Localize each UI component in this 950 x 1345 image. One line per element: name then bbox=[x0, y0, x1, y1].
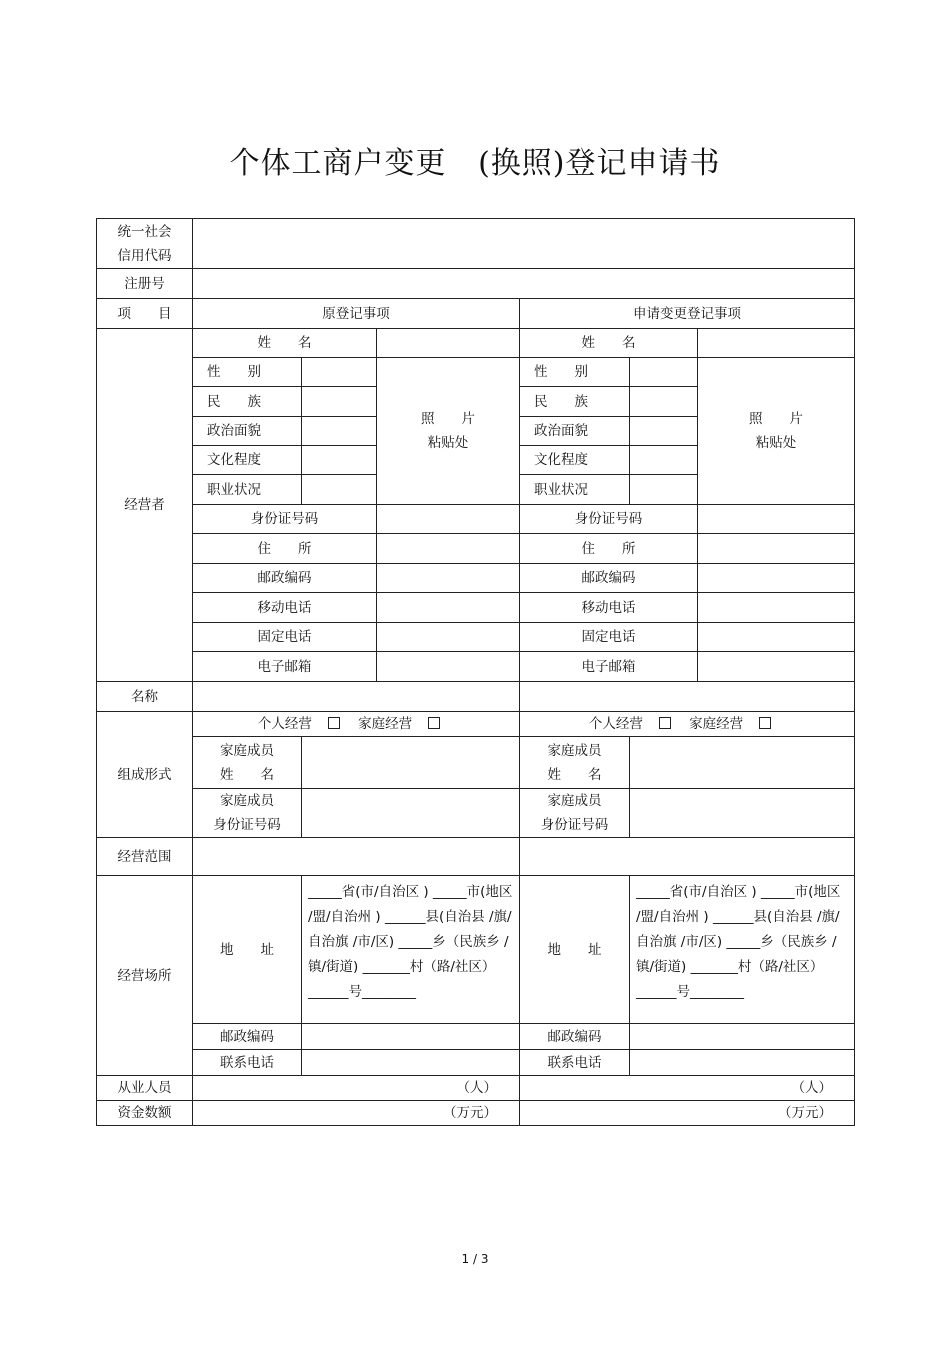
staff-field-changed[interactable]: （人） bbox=[520, 1076, 855, 1101]
education-label-changed: 文化程度 bbox=[520, 446, 630, 475]
education-field-changed[interactable] bbox=[630, 446, 698, 475]
postcode-field-original[interactable] bbox=[377, 564, 520, 593]
address-field-changed[interactable]: _____省(市/自治区 ) _____市(地区 /盟/自治州 ) ______县(自治县 /旗/自治旗 /市/区) _____乡（民族乡 /镇/街道) _______村（路/社区）______号________ bbox=[630, 876, 855, 1024]
application-form-table bbox=[96, 218, 855, 1126]
postcode-field-changed[interactable] bbox=[698, 564, 855, 593]
member-name-field-original[interactable] bbox=[302, 737, 520, 789]
composition-options-changed: 个人经营 家庭经营 bbox=[520, 712, 855, 737]
postcode-label-changed: 邮政编码 bbox=[520, 564, 698, 593]
operator-name-field-original[interactable] bbox=[377, 329, 520, 358]
premises-phone-label-changed: 联系电话 bbox=[520, 1050, 630, 1076]
ethnicity-field-original[interactable] bbox=[302, 387, 377, 417]
member-id-field-original[interactable] bbox=[302, 789, 520, 838]
address-field-original[interactable]: _____省(市/自治区 ) _____市(地区 /盟/自治州 ) ______县(自治县 /旗/自治旗 /市/区) _____乡（民族乡 /镇/街道) _______村（路/社区）______号________ bbox=[302, 876, 520, 1024]
operator-name-label-changed: 姓 名 bbox=[520, 329, 698, 358]
page-title: 个体工商户变更 (换照)登记申请书 bbox=[229, 146, 721, 181]
education-field-original[interactable] bbox=[302, 446, 377, 475]
landline-label-changed: 固定电话 bbox=[520, 623, 698, 652]
residence-field-changed[interactable] bbox=[698, 534, 855, 564]
scope-field-changed[interactable] bbox=[520, 838, 855, 876]
staff-field-original[interactable]: （人） bbox=[193, 1076, 520, 1101]
address-label-changed: 地 址 bbox=[520, 876, 630, 1024]
premises-section-label: 经营场所 bbox=[97, 876, 193, 1076]
ethnicity-label: 民 族 bbox=[193, 387, 302, 417]
reg-no-field[interactable] bbox=[193, 269, 855, 299]
postcode-label: 邮政编码 bbox=[193, 564, 377, 593]
political-label-changed: 政治面貌 bbox=[520, 417, 630, 446]
changed-items-header: 申请变更登记事项 bbox=[520, 299, 855, 329]
employment-label: 职业状况 bbox=[193, 475, 302, 505]
member-id-field-changed[interactable] bbox=[630, 789, 855, 838]
ethnicity-label-changed: 民 族 bbox=[520, 387, 630, 417]
education-label: 文化程度 bbox=[193, 446, 302, 475]
gender-field-changed[interactable] bbox=[630, 358, 698, 387]
id-number-label: 身份证号码 bbox=[193, 505, 377, 534]
id-number-field-original[interactable] bbox=[377, 505, 520, 534]
member-name-label: 家庭成员 姓 名 bbox=[193, 737, 302, 789]
member-id-label: 家庭成员 身份证号码 bbox=[193, 789, 302, 838]
email-label-changed: 电子邮箱 bbox=[520, 652, 698, 682]
staff-label: 从业人员 bbox=[97, 1076, 193, 1101]
scope-field-original[interactable] bbox=[193, 838, 520, 876]
composition-options-original: 个人经营 家庭经营 bbox=[193, 712, 520, 737]
business-name-label: 名称 bbox=[97, 682, 193, 712]
mobile-field-original[interactable] bbox=[377, 593, 520, 623]
page-number: 1 / 3 bbox=[461, 1252, 489, 1266]
operator-name-field-changed[interactable] bbox=[698, 329, 855, 358]
mobile-label: 移动电话 bbox=[193, 593, 377, 623]
premises-phone-label: 联系电话 bbox=[193, 1050, 302, 1076]
operator-section-label: 经营者 bbox=[97, 329, 193, 682]
gender-field-original[interactable] bbox=[302, 358, 377, 387]
mobile-field-changed[interactable] bbox=[698, 593, 855, 623]
scope-label: 经营范围 bbox=[97, 838, 193, 876]
premises-phone-field-original[interactable] bbox=[302, 1050, 520, 1076]
political-field-changed[interactable] bbox=[630, 417, 698, 446]
gender-label: 性 别 bbox=[193, 358, 302, 387]
premises-postcode-field-changed[interactable] bbox=[630, 1024, 855, 1050]
residence-label: 住 所 bbox=[193, 534, 377, 564]
political-field-original[interactable] bbox=[302, 417, 377, 446]
landline-field-changed[interactable] bbox=[698, 623, 855, 652]
photo-area-changed[interactable]: 照 片 粘贴处 bbox=[698, 358, 855, 505]
personal-checkbox-changed[interactable] bbox=[659, 717, 671, 729]
member-name-field-changed[interactable] bbox=[630, 737, 855, 789]
address-label-original: 地 址 bbox=[193, 876, 302, 1024]
capital-label: 资金数额 bbox=[97, 1101, 193, 1126]
family-checkbox-changed[interactable] bbox=[759, 717, 771, 729]
credit-code-field[interactable] bbox=[193, 219, 855, 269]
email-label: 电子邮箱 bbox=[193, 652, 377, 682]
family-checkbox-original[interactable] bbox=[428, 717, 440, 729]
employment-field-original[interactable] bbox=[302, 475, 377, 505]
id-number-label-changed: 身份证号码 bbox=[520, 505, 698, 534]
business-name-field-original[interactable] bbox=[193, 682, 520, 712]
personal-checkbox-original[interactable] bbox=[328, 717, 340, 729]
reg-no-label: 注册号 bbox=[97, 269, 193, 299]
capital-field-changed[interactable]: （万元） bbox=[520, 1101, 855, 1126]
credit-code-label: 统一社会 信用代码 bbox=[97, 219, 193, 269]
id-number-field-changed[interactable] bbox=[698, 505, 855, 534]
residence-label-changed: 住 所 bbox=[520, 534, 698, 564]
business-name-field-changed[interactable] bbox=[520, 682, 855, 712]
employment-label-changed: 职业状况 bbox=[520, 475, 630, 505]
original-items-header: 原登记事项 bbox=[193, 299, 520, 329]
composition-section-label: 组成形式 bbox=[97, 712, 193, 838]
item-header: 项 目 bbox=[97, 299, 193, 329]
residence-field-original[interactable] bbox=[377, 534, 520, 564]
photo-area-original[interactable]: 照 片 粘贴处 bbox=[377, 358, 520, 505]
member-name-label-changed: 家庭成员 姓 名 bbox=[520, 737, 630, 789]
premises-phone-field-changed[interactable] bbox=[630, 1050, 855, 1076]
employment-field-changed[interactable] bbox=[630, 475, 698, 505]
email-field-changed[interactable] bbox=[698, 652, 855, 682]
premises-postcode-label: 邮政编码 bbox=[193, 1024, 302, 1050]
member-id-label-changed: 家庭成员 身份证号码 bbox=[520, 789, 630, 838]
email-field-original[interactable] bbox=[377, 652, 520, 682]
premises-postcode-label-changed: 邮政编码 bbox=[520, 1024, 630, 1050]
landline-label: 固定电话 bbox=[193, 623, 377, 652]
capital-field-original[interactable]: （万元） bbox=[193, 1101, 520, 1126]
mobile-label-changed: 移动电话 bbox=[520, 593, 698, 623]
ethnicity-field-changed[interactable] bbox=[630, 387, 698, 417]
landline-field-original[interactable] bbox=[377, 623, 520, 652]
premises-postcode-field-original[interactable] bbox=[302, 1024, 520, 1050]
gender-label-changed: 性 别 bbox=[520, 358, 630, 387]
political-label: 政治面貌 bbox=[193, 417, 302, 446]
operator-name-label: 姓 名 bbox=[193, 329, 377, 358]
